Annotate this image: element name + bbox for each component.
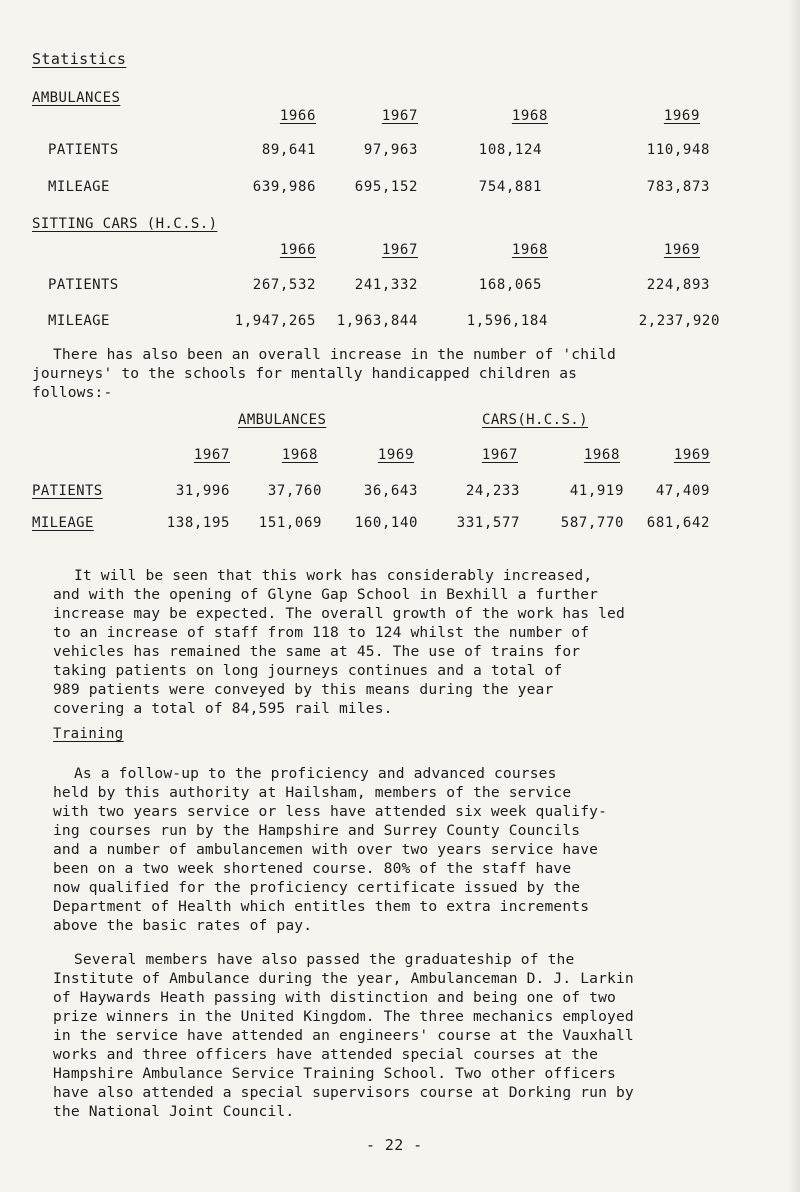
- text-line: and a number of ambulancemen with over two years service have: [53, 841, 599, 858]
- table-cell: 110,948: [646, 142, 710, 158]
- table-cell: 1,963,844: [336, 313, 418, 329]
- table-cell: 168,065: [478, 277, 542, 293]
- table-cell: 36,643: [363, 483, 418, 499]
- text-line: Department of Health which entitles them to extra increments: [53, 898, 590, 915]
- training-heading: Training: [53, 726, 124, 742]
- table-cell: 754,881: [478, 179, 542, 195]
- intro-paragraph: [32, 345, 763, 402]
- text-line: increase may be expected. The overall growth of the work has led: [53, 605, 625, 622]
- year-header: 1967: [193, 447, 230, 463]
- text-line: Institute of Ambulance during the year, Ambulanceman D. J. Larkin: [53, 970, 634, 987]
- year-header: 1969: [663, 108, 700, 124]
- table-cell: 89,641: [261, 142, 316, 158]
- table-cell: 639,986: [252, 179, 316, 195]
- body-paragraph: [53, 566, 763, 718]
- table-cell: 151,069: [258, 515, 322, 531]
- row-label: MILEAGE: [32, 515, 94, 531]
- text-line: prize winners in the United Kingdom. The three mechanics employed: [53, 1008, 634, 1025]
- table-cell: 108,124: [478, 142, 542, 158]
- year-header: 1966: [279, 108, 316, 124]
- text-line: There has also been an overall increase in the number of 'child: [53, 346, 616, 363]
- row-label: PATIENTS: [32, 483, 103, 499]
- text-line: As a follow-up to the proficiency and advanced courses: [74, 765, 557, 782]
- table-cell: 681,642: [646, 515, 710, 531]
- table-cell: 587,770: [560, 515, 624, 531]
- table-cell: 160,140: [354, 515, 418, 531]
- sitting-cars-title: SITTING CARS (H.C.S.): [32, 216, 218, 232]
- page-edge-shadow: [788, 0, 800, 1192]
- year-header: 1967: [381, 108, 418, 124]
- text-line: Several members have also passed the graduateship of the: [74, 951, 575, 968]
- text-line: follows:-: [32, 384, 113, 401]
- text-line: been on a two week shortened course. 80% of the staff have: [53, 860, 572, 877]
- table-cell: 24,233: [465, 483, 520, 499]
- table-cell: 41,919: [569, 483, 624, 499]
- table-cell: 2,237,920: [638, 313, 720, 329]
- text-line: in the service have attended an engineers' course at the Vauxhall: [53, 1027, 634, 1044]
- text-line: and with the opening of Glyne Gap School in Bexhill a further: [53, 586, 599, 603]
- text-line: covering a total of 84,595 rail miles.: [53, 700, 393, 717]
- year-header: 1969: [377, 447, 414, 463]
- text-line: the National Joint Council.: [53, 1103, 295, 1120]
- year-header: 1967: [481, 447, 518, 463]
- text-line: vehicles has remained the same at 45. The use of trains for: [53, 643, 581, 660]
- year-header: 1966: [279, 242, 316, 258]
- page-number: - 22 -: [366, 1136, 423, 1154]
- table-cell: 267,532: [252, 277, 316, 293]
- table-cell: 37,760: [267, 483, 322, 499]
- row-label: PATIENTS: [48, 277, 119, 293]
- text-line: works and three officers have attended special courses at the: [53, 1046, 599, 1063]
- row-label: MILEAGE: [48, 179, 110, 195]
- text-line: Hampshire Ambulance Service Training School. Two other officers: [53, 1065, 616, 1082]
- year-header: 1969: [663, 242, 700, 258]
- year-header: 1968: [281, 447, 318, 463]
- year-header: 1967: [381, 242, 418, 258]
- row-label: MILEAGE: [48, 313, 110, 329]
- year-header: 1969: [673, 447, 710, 463]
- section-heading: Statistics: [32, 50, 127, 68]
- table-cell: 331,577: [456, 515, 520, 531]
- table-cell: 97,963: [363, 142, 418, 158]
- text-line: of Haywards Heath passing with distinction and being one of two: [53, 989, 616, 1006]
- table-cell: 1,947,265: [234, 313, 316, 329]
- text-line: journeys' to the schools for mentally handicapped children as: [32, 365, 578, 382]
- table-cell: 783,873: [646, 179, 710, 195]
- group-header-cars: CARS(H.C.S.): [482, 412, 588, 428]
- text-line: with two years service or less have attended six week qualify-: [53, 803, 608, 820]
- table-cell: 224,893: [646, 277, 710, 293]
- body-paragraph: [53, 950, 763, 1121]
- year-header: 1968: [511, 108, 548, 124]
- body-paragraph: [53, 764, 763, 935]
- text-line: ing courses run by the Hampshire and Surrey County Councils: [53, 822, 581, 839]
- table-cell: 138,195: [166, 515, 230, 531]
- table-cell: 31,996: [175, 483, 230, 499]
- text-line: have also attended a special supervisors course at Dorking run by: [53, 1084, 634, 1101]
- year-header: 1968: [583, 447, 620, 463]
- text-line: now qualified for the proficiency certificate issued by the: [53, 879, 581, 896]
- text-line: above the basic rates of pay.: [53, 917, 313, 934]
- ambulances-title: AMBULANCES: [32, 90, 121, 106]
- table-cell: 1,596,184: [466, 313, 548, 329]
- year-header: 1968: [511, 242, 548, 258]
- group-header-ambulances: AMBULANCES: [238, 412, 327, 428]
- text-line: held by this authority at Hailsham, members of the service: [53, 784, 572, 801]
- row-label: PATIENTS: [48, 142, 119, 158]
- text-line: to an increase of staff from 118 to 124 whilst the number of: [53, 624, 590, 641]
- table-cell: 47,409: [655, 483, 710, 499]
- text-line: 989 patients were conveyed by this means during the year: [53, 681, 554, 698]
- table-cell: 695,152: [354, 179, 418, 195]
- text-line: taking patients on long journeys continues and a total of: [53, 662, 563, 679]
- text-line: It will be seen that this work has considerably increased,: [74, 567, 593, 584]
- table-cell: 241,332: [354, 277, 418, 293]
